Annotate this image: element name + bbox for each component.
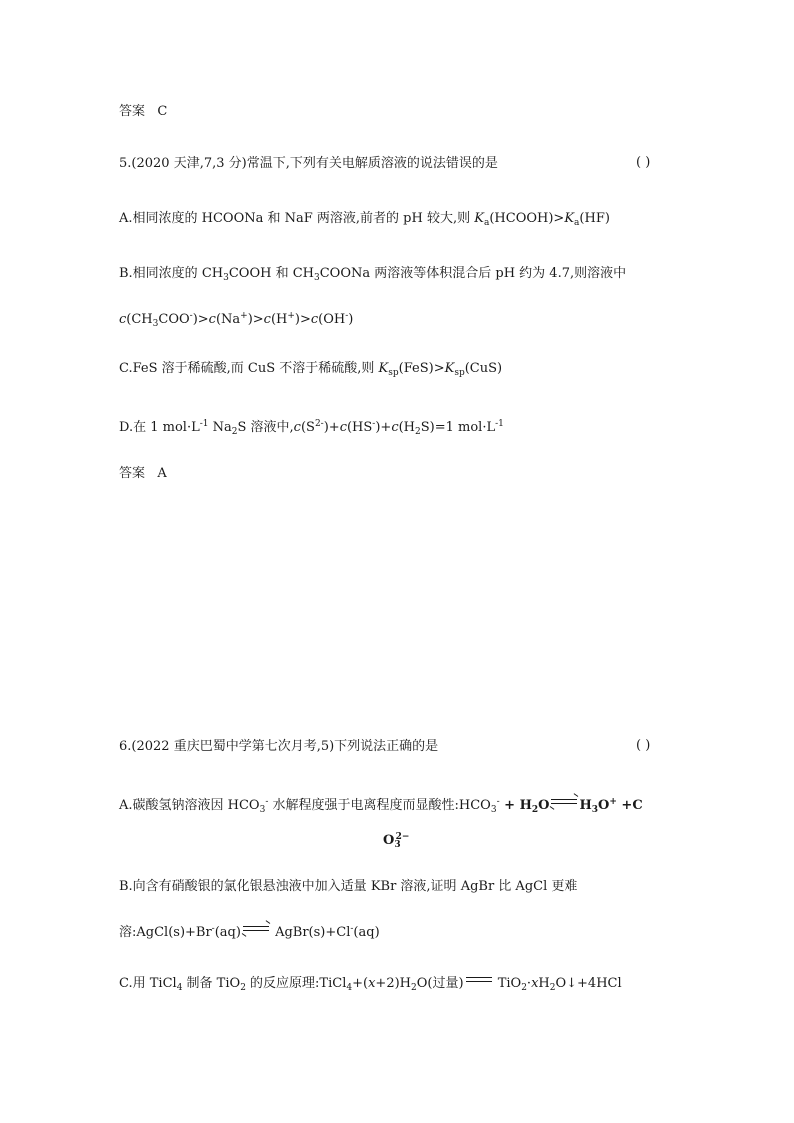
q5-option-b-line1: B.相同浓度的 $CH_3COOH$ 和 $CH_3COONa$ 两溶液等体积混合后 pH 约为 4.7,则溶液中 bbox=[119, 266, 627, 283]
q5-stem: 5.(2020 天津,7,3 分)常温下,下列有关电解质溶液的说法错误的是 bbox=[119, 156, 498, 171]
q6-option-b-line1: B.向含有硝酸银的氯化银悬浊液中加入适量 KBr 溶液,证明 AgBr 比 AgCl 更难 bbox=[119, 879, 578, 894]
answer-value: A bbox=[157, 466, 167, 481]
q6-option-c: C.用 TiCl$_4$ 制备 TiO$_2$ 的反应原理$:TiCl_4+(x+2)H_2O$(过量) $TiO_2\cdot xH_2O↓+4HCl$ bbox=[119, 976, 622, 993]
q6-option-a-line2: $O_3^{2-}$ bbox=[383, 832, 410, 850]
answer-label: 答案 bbox=[119, 466, 146, 481]
q5-option-c: C.FeS 溶于稀硫酸,而 CuS 不溶于稀硫酸,则 $K_{sp}(FeS)>K_{sp}(CuS)$ bbox=[119, 361, 503, 378]
q5-answer bbox=[119, 465, 167, 483]
q6-paren: ( ) bbox=[636, 738, 651, 753]
q5-option-b-line2: $c(CH_3COO^-)>c(Na^+)>c(H^+)>c(OH^-)$ bbox=[119, 311, 354, 329]
q6-stem: 6.(2022 重庆巴蜀中学第七次月考,5)下列说法正确的是 bbox=[119, 739, 439, 754]
q5-option-a: A.相同浓度的 HCOONa 和 NaF 两溶液,前者的 pH 较大,则 $K_a(HCOOH)>K_a(HF)$ bbox=[119, 211, 610, 228]
q4-answer bbox=[119, 103, 167, 121]
q5-option-d: D.在 1 $mol\cdot L^{-1}$ $Na_2S$ 溶液中$,c(S^{2-})+c(HS^-)+c(H_2S)=1$ $mol\cdot L^{-1}$ bbox=[119, 419, 504, 437]
equilibrium-arrow-icon bbox=[243, 924, 269, 934]
q6-option-b-line2: 溶:AgCl(s)+Br-(aq) AgBr(s)+Cl-(aq) bbox=[119, 920, 380, 942]
answer-value: C bbox=[157, 104, 168, 119]
q5-paren: ( ) bbox=[636, 155, 651, 170]
equals-sign-icon bbox=[466, 975, 492, 985]
q6-option-a-line1: A.碳酸氢钠溶液因 $HCO_3^-$ 水解程度强于电离程度而显酸性$:HCO_3^- + H_2O$ $H_3O^+ +C$ bbox=[119, 793, 643, 819]
equilibrium-arrow-icon bbox=[551, 797, 577, 807]
answer-label: 答案 bbox=[119, 104, 146, 119]
